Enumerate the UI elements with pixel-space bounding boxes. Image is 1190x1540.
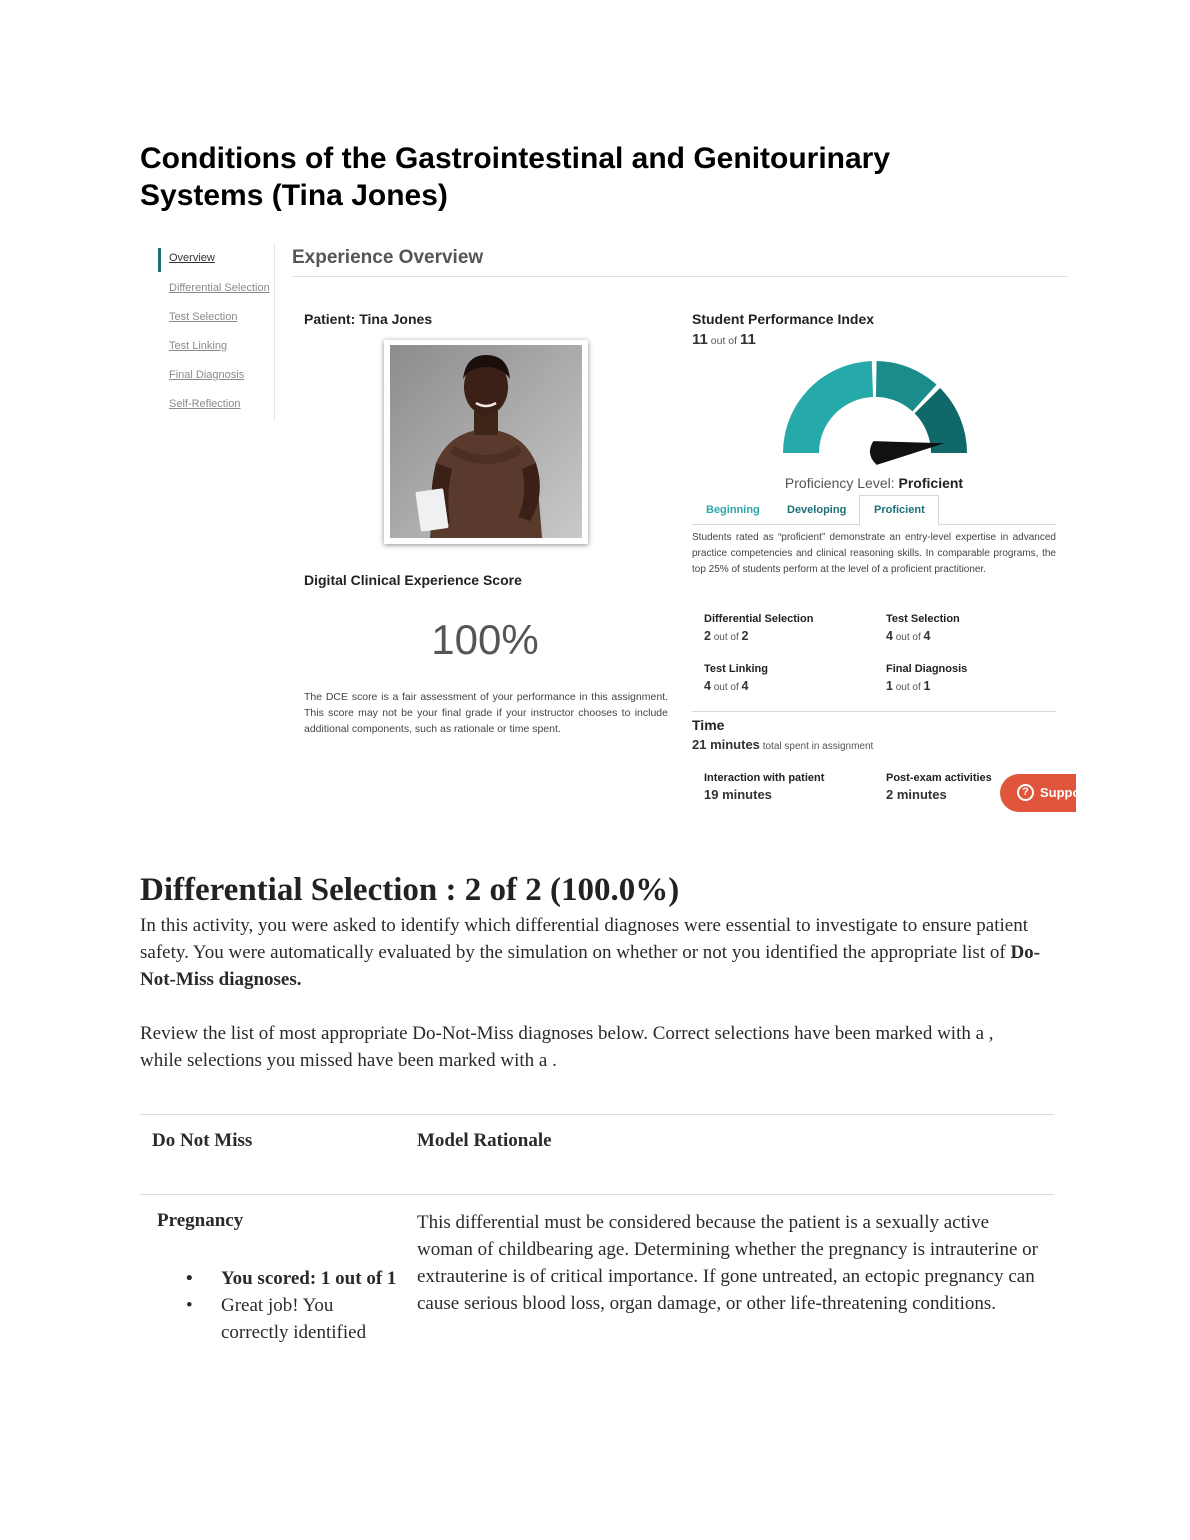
- sidebar-item-final-diagnosis[interactable]: Final Diagnosis: [169, 369, 245, 381]
- interaction-label: Interaction with patient: [704, 772, 825, 784]
- metric-final-diagnosis-label: Final Diagnosis: [886, 663, 968, 675]
- metric-test-selection-value: [886, 629, 931, 643]
- metric-test-linking-label: Test Linking: [704, 663, 768, 675]
- metric-total: 2: [741, 629, 749, 643]
- spi-score: 11: [692, 331, 708, 348]
- tab-proficient[interactable]: Proficient: [874, 504, 925, 516]
- spi-out-of: out of: [710, 335, 738, 347]
- proficiency-level: [692, 475, 1056, 491]
- sidebar-item-overview[interactable]: Overview: [169, 252, 215, 264]
- intro-text: In this activity, you were asked to identify which differential diagnoses were essential to investigate to ensure patient safety. You were automatically evaluated by the simulation on whether or not you identified the appropriate list of: [140, 915, 1028, 963]
- proficiency-tabs: [692, 495, 1056, 525]
- table-header-do-not-miss: Do Not Miss: [152, 1130, 253, 1151]
- metric-differential-selection-value: [704, 629, 749, 643]
- tab-beginning[interactable]: Beginning: [706, 504, 760, 516]
- support-button[interactable]: [1000, 774, 1081, 812]
- review-paragraph: Review the list of most appropriate Do-Not-Miss diagnoses below. Correct selections have been marked with a , while selections you missed have been marked with a .: [140, 1023, 994, 1071]
- metric-total: 4: [741, 679, 749, 693]
- patient-label: Patient: Tina Jones: [304, 311, 433, 327]
- bullet-icon: •: [186, 1268, 193, 1289]
- metric-total: 4: [923, 629, 931, 643]
- metric-score: 4: [704, 679, 711, 693]
- list-item: [186, 1292, 401, 1346]
- gauge-segment: [783, 361, 873, 453]
- proficiency-gauge: [775, 353, 975, 468]
- document-title: Conditions of the Gastrointestinal and Genitourinary Systems (Tina Jones): [140, 142, 891, 212]
- metric-out-of: out of: [895, 682, 921, 693]
- metric-differential-selection-label: Differential Selection: [704, 613, 814, 625]
- metric-final-diagnosis-value: [886, 679, 931, 693]
- time-total-value: 21 minutes: [692, 737, 760, 752]
- time-total-suffix: total spent in assignment: [759, 741, 874, 752]
- diagnosis-name: Pregnancy: [157, 1210, 244, 1231]
- bullet-text: You scored: 1 out of 1: [221, 1268, 397, 1289]
- intro-paragraph: [140, 912, 1040, 993]
- patient-portrait-image: [390, 345, 582, 538]
- intro-bold-text: Do-Not-Miss diagnoses.: [140, 942, 1040, 990]
- post-exam-label: Post-exam activities: [886, 772, 992, 784]
- proficiency-prefix: Proficiency Level:: [784, 475, 899, 491]
- sidebar-item-self-reflection[interactable]: Self-Reflection: [169, 398, 241, 410]
- divider: [292, 276, 1068, 277]
- metric-score: 2: [704, 629, 711, 643]
- sidebar-item-test-linking[interactable]: Test Linking: [169, 340, 228, 352]
- table-header-model-rationale: Model Rationale: [417, 1130, 552, 1151]
- metric-out-of: out of: [895, 632, 921, 643]
- time-label: Time: [692, 717, 725, 733]
- table-header-rule: [140, 1194, 1054, 1195]
- metric-test-linking-value: [704, 679, 749, 693]
- dce-score-note: The DCE score is a fair assessment of your performance in this assignment. This score may not be your final grade if your instructor chooses to include additional components, such as rationale or time spent.: [304, 691, 668, 735]
- dce-score-value: 100%: [431, 616, 539, 663]
- support-button-label: Suppo: [1040, 785, 1081, 800]
- active-indicator: [158, 248, 161, 272]
- spi-total: 11: [739, 331, 756, 348]
- interaction-value: 19 minutes: [704, 787, 772, 802]
- dce-score-label: Digital Clinical Experience Score: [304, 572, 522, 588]
- bullet-icon: •: [186, 1295, 193, 1316]
- metric-out-of: out of: [713, 632, 739, 643]
- metric-score: 4: [886, 629, 893, 643]
- sidebar-item-test-selection[interactable]: Test Selection: [169, 311, 238, 323]
- metric-out-of: out of: [713, 682, 739, 693]
- tab-developing[interactable]: Developing: [787, 504, 847, 516]
- metric-test-selection-label: Test Selection: [886, 613, 960, 625]
- list-item: [186, 1265, 401, 1292]
- proficiency-level-value: Proficient: [898, 475, 964, 491]
- spi-label: Student Performance Index: [692, 311, 875, 327]
- spi-value: [692, 331, 756, 348]
- patient-avatar: [384, 340, 588, 544]
- metric-total: 1: [923, 679, 931, 693]
- experience-overview-screenshot: [155, 240, 1081, 818]
- proficiency-description: Students rated as “proficient” demonstrate an entry-level expertise in advanced practice competencies and clinical reasoning skills. In comparable programs, the top 25% of students perform at the level of a proficient practitioner.: [692, 532, 1056, 575]
- section-heading: Differential Selection : 2 of 2 (100.0%): [140, 872, 680, 908]
- page-title: Experience Overview: [292, 247, 484, 268]
- divider: [692, 711, 1056, 712]
- metric-score: 1: [886, 679, 893, 693]
- table-top-rule: [140, 1114, 1054, 1115]
- sidebar-item-differential-selection[interactable]: Differential Selection: [169, 282, 270, 294]
- sidebar-nav: [155, 244, 275, 420]
- model-rationale: This differential must be considered because the patient is a sexually active woman of childbearing age. Determining whether the pregnancy is intrauterine or extrauterine is of critical importance. If gone untreated, an ectopic pregnancy can cause serious blood loss, organ damage, or other life-threatening conditions.: [417, 1212, 1038, 1314]
- post-exam-value: 2 minutes: [886, 787, 947, 802]
- question-circle-icon: ?: [1017, 784, 1034, 801]
- time-total: [692, 737, 873, 752]
- bullet-text: Great job! You correctly identified: [221, 1295, 367, 1343]
- score-bullets: [186, 1265, 401, 1346]
